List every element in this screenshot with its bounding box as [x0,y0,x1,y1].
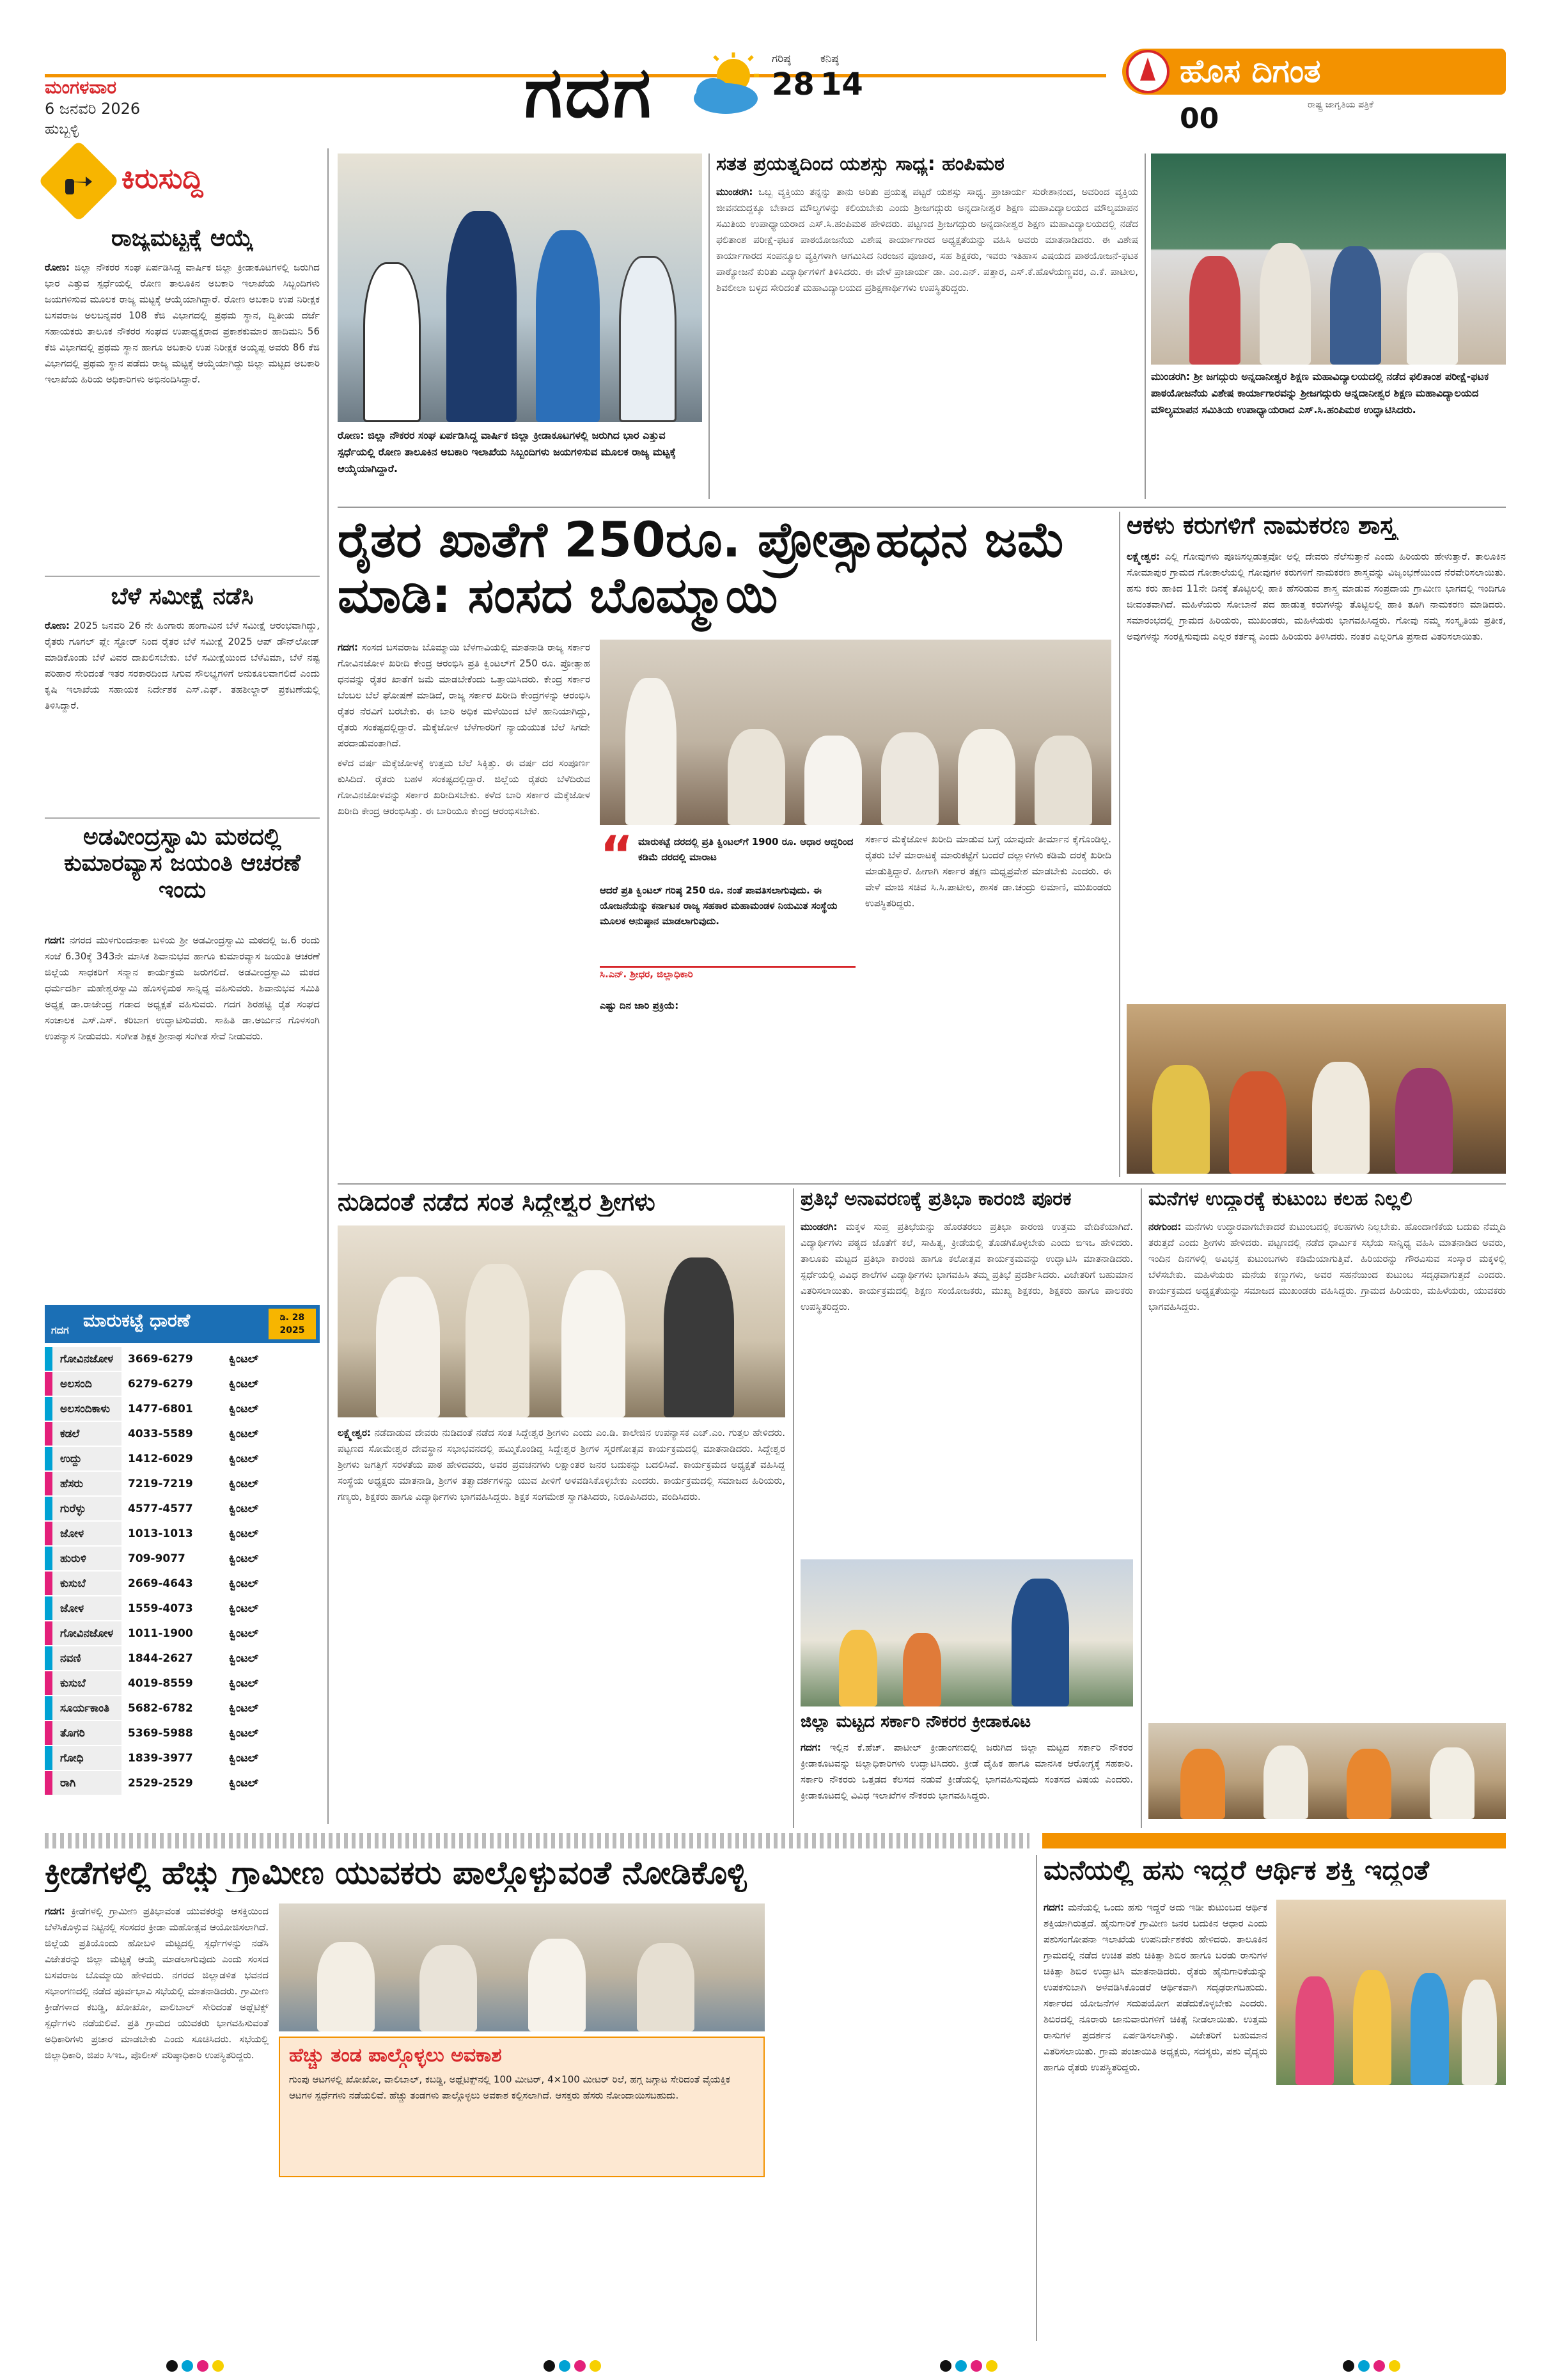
column-divider [1141,1188,1142,1828]
sports-meet-body [801,1740,1133,1820]
market-row [45,1497,320,1522]
column-divider [1145,154,1146,499]
market-row [45,1721,320,1746]
market-place: ಗದಗ [51,1324,69,1336]
market-rows [45,1347,320,1796]
market-row [45,1646,320,1671]
market-row [45,1547,320,1572]
market-price-range: 4019-8559 [128,1676,193,1690]
kiru-divider [45,817,320,819]
lead-subhead: ಎಷ್ಟು ದಿನ ಜಾರಿ ಪ್ರಕ್ರಿಯೆ: [600,1000,679,1011]
weather-max-label: ಗರಿಷ್ಠ [772,52,791,65]
market-commodity: ತೊಗರಿ [45,1721,121,1745]
market-commodity: ಕಡಲೆ [45,1422,121,1446]
column-divider [793,1188,794,1828]
kiru-item-body [45,260,320,567]
kiru-item-headline: ಅಡವೀಂದ್ರಸ್ವಾಮಿ ಮಠದಲ್ಲಿ ಕುಮಾರವ್ಯಾಸ ಜಯಂತಿ ಆಚರಣೆ ಇಂದು [64,824,301,903]
market-price-range: 6279-6279 [128,1377,193,1391]
felicitation-photo [338,1225,785,1417]
market-commodity: ಜೋಳ [45,1596,121,1620]
religious-meet-photo [1148,1723,1506,1819]
rural-sports-text: ಕ್ರೀಡೆಗಳಲ್ಲಿ ಗ್ರಾಮೀಣ ಪ್ರತಿಭಾವಂತ ಯುವಕರನ್ನು ಆಸಕ್ತಿಯಿಂದ ಬೆಳೆಸಿಕೊಳ್ಳುವ ನಿಟ್ಟಿನಲ್ಲಿ ಸಂಸದರ ಕ್ರೀಡಾ ಮಹೋತ್ಸವ ಆಯೋಜಿಸಲಾಗಿದೆ. ಜಿಲ್ಲೆಯ ಪ್ರತಿಯೊಂದು ಹೋಬಳಿ ಮಟ್ಟದಲ್ಲಿ ಸ್ಪರ್ಧೆಗಳನ್ನು ನಡೆಸಿ ವಿಜೇತರನ್ನು ಜಿಲ್ಲಾ ಮಟ್ಟಕ್ಕೆ ಆಯ್ಕೆ ಮಾಡಲಾಗುವುದು ಎಂದು ಸಂಸದ ಬಸವರಾಜ ಬೊಮ್ಮಾಯಿ ಹೇಳಿದರು. ನಗರದ ಜಿಲ್ಲಾಡಳಿತ ಭವನದ ಸಭಾಂಗಣದಲ್ಲಿ ನಡೆದ ಪೂರ್ವಭಾವಿ ಸಭೆಯಲ್ಲಿ ಮಾತನಾಡಿದರು. ಗ್ರಾಮೀಣ ಕ್ರೀಡೆಗಳಾದ ಕಬಡ್ಡಿ, ಖೋಖೋ, ವಾಲಿಬಾಲ್ ಸೇರಿದಂತೆ ಅಥ್ಲೆಟಿಕ್ಸ್ ಸ್ಪರ್ಧೆಗಳು ನಡೆಯಲಿವೆ. ಪ್ರತಿ ಗ್ರಾಮದ ಯುವಕರು ಭಾಗವಹಿಸುವಂತೆ ಅಧಿಕಾರಿಗಳು ಪ್ರಚಾರ ಮಾಡಬೇಕು ಎಂದು ಸೂಚಿಸಿದರು. ಸಭೆಯಲ್ಲಿ ಜಿಲ್ಲಾಧಿಕಾರಿ, ಜಿಪಂ ಸಿಇಒ, ಪೊಲೀಸ್ ವರಿಷ್ಠಾಧಿಕಾರಿ ಉಪಸ್ಥಿತರಿದ್ದರು. [45,1905,269,2061]
market-commodity: ನವಣಿ [45,1646,121,1670]
market-unit: ಕ್ವಿಂಟಲ್ [229,1676,259,1690]
cow-body-col2 [1276,2093,1506,2338]
market-commodity: ಗೋವಿನಜೋಳ [45,1347,121,1371]
talent-dateline: ಮುಂಡರಗಿ: [801,1221,838,1233]
talent-body [801,1219,1133,1552]
market-unit: ಕ್ವಿಂಟಲ್ [229,1502,259,1515]
market-unit: ಕ್ವಿಂಟಲ್ [229,1427,259,1440]
siddeshwar-story [338,1188,785,1828]
lead-headline: ರೈತರ ಖಾತೆಗೆ 250ರೂ. ಪ್ರೋತ್ಸಾಹಧನ ಜಮೆ ಮಾಡಿ: ಸಂಸದ ಬೊಮ್ಮಾಯಿ [338,512,1066,624]
naming-text: ಎಲ್ಲಿ ಗೋವುಗಳು ಪೂಜಿಸಲ್ಪಡುತ್ತವೋ ಅಲ್ಲಿ ದೇವರು ನೆಲೆಸುತ್ತಾನೆ ಎಂದು ಹಿರಿಯರು ಹೇಳುತ್ತಾರೆ. ತಾಲೂಕಿನ ಸೋಮಾಪುರ ಗ್ರಾಮದ ಗೋಶಾಲೆಯಲ್ಲಿ ಗೋವುಗಳ ಕರುಗಳಿಗೆ ನಾಮಕರಣ ಶಾಸ್ತ್ರವನ್ನು ವಿಜೃಂಭಣೆಯಿಂದ ನೆರವೇರಿಸಲಾಯಿತು. ಹಸು ಕರು ಹಾಕಿದ 11ನೇ ದಿನಕ್ಕೆ ತೊಟ್ಟಿಲಲ್ಲಿ ಹಾಕಿ ಹೆಸರಿಡುವ ಶಾಸ್ತ್ರ ಮಾಡುವ ಸಂಪ್ರದಾಯ ಗ್ರಾಮೀಣ ಭಾಗದಲ್ಲಿ ಇಂದಿಗೂ ಜೀವಂತವಾಗಿದೆ. ಮಹಿಳೆಯರು ಸೋಬಾನೆ ಪದ ಹಾಡುತ್ತ ಕರುಗಳನ್ನು ತೊಟ್ಟಿಲಲ್ಲಿ ಹಾಕಿ ತೂಗಿ ನಾಮಕರಣ ಮಾಡಿದರು. ಸಮಾರಂಭದಲ್ಲಿ ಗ್ರಾಮದ ಹಿರಿಯರು, ಮುಖಂಡರು, ಮಹಿಳೆಯರು ಭಾಗವಹಿಸಿದ್ದರು. ಗೋವು ನಮ್ಮ ಸಂಸ್ಕೃತಿಯ ಪ್ರತೀಕ, ಅವುಗಳನ್ನು ಸಂರಕ್ಷಿಸುವುದು ಎಲ್ಲರ ಕರ್ತವ್ಯ ಎಂದು ಹಿರಿಯರು ತಿಳಿಸಿದರು. ನಂತರ ಎಲ್ಲರಿಗೂ ಪ್ರಸಾದ ವಿತರಿಸಲಾಯಿತು. [1127,551,1506,642]
market-row [45,1671,320,1696]
brand-block [1122,49,1506,135]
hampimath-headline: ಸತತ ಪ್ರಯತ್ನದಿಂದ ಯಶಸ್ಸು ಸಾಧ್ಯ: ಹಂಪಿಮಠ [716,154,1005,175]
market-price-range: 7219-7219 [128,1477,193,1490]
lead-text-3: ಸರ್ಕಾರ ಮೆಕ್ಕೆಜೋಳ ಖರೀದಿ ಮಾಡುವ ಬಗ್ಗೆ ಯಾವುದೇ ತೀರ್ಮಾನ ಕೈಗೊಂಡಿಲ್ಲ. ರೈತರು ಬೆಳೆ ಮಾರಾಟಕ್ಕೆ ಮಾರುಕಟ್ಟೆಗೆ ಬಂದರೆ ದಲ್ಲಾಳಿಗಳು ಕಡಿಮೆ ದರಕ್ಕೆ ಖರೀದಿ ಮಾಡುತ್ತಿದ್ದಾರೆ. ಹೀಗಾಗಿ ಸರ್ಕಾರ ತಕ್ಷಣ ಮಧ್ಯಪ್ರವೇಶ ಮಾಡಬೇಕು ಎಂದರು. ಈ ವೇಳೆ ಮಾಜಿ ಸಚಿವ ಸಿ.ಸಿ.ಪಾಟೀಲ, ಶಾಸಕ ಡಾ.ಚಂದ್ರು ಲಮಾಣಿ, ಮುಖಂಡರು ಉಪಸ್ಥಿತರಿದ್ದರು. [865,833,1111,909]
sports-meet-dateline: ಗದಗ: [801,1742,821,1753]
annadaneeshwara-photo-story [1151,154,1506,499]
naming-dateline: ಲಕ್ಷ್ಮೇಶ್ವರ: [1127,551,1160,562]
market-price-range: 1839-3977 [128,1751,193,1765]
market-commodity: ಗೋಧಿ [45,1746,121,1770]
column-divider [708,154,710,499]
market-price-range: 1477-6801 [128,1402,193,1415]
market-price-range: 1412-6029 [128,1452,193,1465]
naming-body [1127,549,1506,997]
lead-text-2: ಕಳೆದ ವರ್ಷ ಮೆಕ್ಕೆಜೋಳಕ್ಕೆ ಉತ್ತಮ ಬೆಲೆ ಸಿಕ್ಕಿತ್ತು. ಈ ವರ್ಷ ದರ ಸಂಪೂರ್ಣ ಕುಸಿದಿದೆ. ರೈತರು ಬಹಳ ಸಂಕಷ್ಟದಲ್ಲಿದ್ದಾರೆ. ಜಿಲ್ಲೆಯ ರೈತರು ಬೆಳೆದಿರುವ ಗೋವಿನಜೋಳವನ್ನು ಸರ್ಕಾರ ಖರೀದಿಸಬೇಕು. ಕಳೆದ ಬಾರಿ ಸರ್ಕಾರ ಮೆಕ್ಕೆಜೋಳ ಖರೀದಿ ಕೇಂದ್ರ ಆರಂಭಿಸಿತ್ತು. ಈ ಬಾರಿಯೂ ಕೇಂದ್ರ ಆರಂಭಿಸಬೇಕು. [338,757,590,817]
market-row [45,1422,320,1447]
column-divider [1119,512,1120,1177]
hampimath-body [716,184,1138,496]
siddeshwar-dateline: ಲಕ್ಷ್ಮೇಶ್ವರ: [338,1427,371,1438]
calf-naming-photo [1127,1004,1506,1174]
market-row [45,1522,320,1547]
market-row [45,1696,320,1721]
brand-logo-icon [1125,49,1171,95]
market-row [45,1621,320,1646]
market-unit: ಕ್ವಿಂಟಲ್ [229,1627,259,1640]
family-dateline: ನರಗುಂದ: [1148,1221,1182,1233]
market-row [45,1596,320,1621]
lead-body-col2 [600,998,856,1170]
market-unit: ಕ್ವಿಂಟಲ್ [229,1552,259,1565]
kiru-item-dateline: ಗದಗ: [45,934,65,946]
market-unit: ಕ್ವಿಂಟಲ್ [229,1527,259,1540]
quote-mark-icon: “ [600,825,634,885]
quote-line-1: ಮಾರುಕಟ್ಟೆ ದರದಲ್ಲಿ ಪ್ರತಿ ಕ್ವಿಂಟಲ್‌ಗೆ 1900 ರೂ. ಆಧಾರ ಆದ್ದರಿಂದ ಕಡಿಮೆ ದರದಲ್ಲಿ ಮಾರಾಟ [638,836,854,863]
market-commodity: ಹೆಸರು [45,1472,121,1495]
bommai-press-photo [600,640,1111,825]
cow-body [1044,1900,1267,2338]
brand-name: ಹೊಸ ದಿಗಂತ [1180,52,1321,90]
market-commodity: ಗುರೆಳ್ಳು [45,1497,121,1520]
market-price-range: 1559-4073 [128,1602,193,1615]
market-unit: ಕ್ವಿಂಟಲ್ [229,1776,259,1790]
registration-marks [166,2360,224,2372]
kiru-divider [45,576,320,577]
weather-min-label: ಕನಿಷ್ಠ [820,52,839,65]
market-price-range: 1844-2627 [128,1651,193,1665]
hampimath-story [716,154,1138,499]
market-unit: ಕ್ವಿಂಟಲ್ [229,1377,259,1391]
weather-min: 14 [820,67,863,102]
kiru-header [45,148,320,219]
market-unit: ಕ್ವಿಂಟಲ್ [229,1452,259,1465]
kiru-item-1 [45,225,320,571]
market-price-range: 2669-4643 [128,1577,193,1590]
lead-dateline: ಗದಗ: [338,642,358,653]
lead-text-1: ಸಂಸದ ಬಸವರಾಜ ಬೊಮ್ಮಾಯಿ ಬೆಳಗಾವಿಯಲ್ಲಿ ಮಾತನಾಡಿ ರಾಜ್ಯ ಸರ್ಕಾರ ಗೋವಿನಜೋಳ ಖರೀದಿ ಕೇಂದ್ರ ಆರಂಭಿಸಿ ಪ್ರತಿ ಕ್ವಿಂಟಲ್‌ಗೆ 250 ರೂ. ಪ್ರೋತ್ಸಾಹ ಧನವನ್ನು ರೈತರ ಖಾತೆಗೆ ಜಮೆ ಮಾಡಬೇಕೆಂದು ಒತ್ತಾಯಿಸಿದರು. ಕೇಂದ್ರ ಸರ್ಕಾರ ಬೆಂಬಲ ಬೆಲೆ ಘೋಷಣೆ ಮಾಡಿದೆ, ರಾಜ್ಯ ಸರ್ಕಾರ ಖರೀದಿ ಕೇಂದ್ರಗಳನ್ನು ಆರಂಭಿಸಿ ರೈತರ ನೆರವಿಗೆ ಬರಬೇಕು. ಈ ಬಾರಿ ಅಧಿಕ ಮಳೆಯಿಂದ ಬೆಳೆ ಹಾನಿಯಾಗಿದ್ದು, ರೈತರು ಸಂಕಷ್ಟದಲ್ಲಿದ್ದಾರೆ. ಮೆಕ್ಕೆಜೋಳ ಬೆಳೆಗಾರರಿಗೆ ನ್ಯಾಯಯುತ ಬೆಲೆ ಸಿಗದೇ ಪರದಾಡುವಂತಾಗಿದೆ. [338,642,590,749]
naming-story [1127,512,1506,1177]
rural-sports-story [45,1855,1029,2341]
pratibha-karanji-photo [801,1559,1133,1706]
market-price-range: 2529-2529 [128,1776,193,1790]
kiru-item-2 [45,583,320,814]
market-row [45,1347,320,1372]
market-unit: ಕ್ವಿಂಟಲ್ [229,1602,259,1615]
sports-photo-caption: ರೋಣ: ಜಿಲ್ಲಾ ನೌಕರರ ಸಂಘ ಏರ್ಪಡಿಸಿದ್ದ ವಾರ್ಷಿಕ ಜಿಲ್ಲಾ ಕ್ರೀಡಾಕೂಟಗಳಲ್ಲಿ ಜರುಗಿದ ಭಾರ ಎತ್ತುವ ಸ್ಪರ್ಧೆಯಲ್ಲಿ ರೋಣ ತಾಲೂಕಿನ ಅಬಕಾರಿ ಇಲಾಖೆಯ ಸಿಬ್ಬಂದಿಗಳು ಜಯಗಳಿಸುವ ಮೂಲಕ ರಾಜ್ಯ ಮಟ್ಟಕ್ಕೆ ಆಯ್ಕೆಯಾಗಿದ್ದಾರೆ. [338,429,677,475]
market-row [45,1572,320,1596]
weightlifters-photo [338,154,702,422]
kiru-item-body [45,933,320,1281]
market-unit: ಕ್ವಿಂಟಲ್ [229,1577,259,1590]
rural-sports-body-col1 [45,1903,269,2338]
registration-marks [940,2360,997,2372]
market-price-range: 4577-4577 [128,1502,193,1515]
registration-marks [1343,2360,1400,2372]
pointing-hand-icon [60,162,98,201]
market-header [45,1305,320,1343]
market-unit: ಕ್ವಿಂಟಲ್ [229,1352,259,1366]
lead-body-col1 [338,640,590,1170]
market-price-range: 3669-6279 [128,1352,193,1366]
market-title: ಮಾರುಕಟ್ಟೆ ಧಾರಣೆ [83,1310,191,1331]
hampimath-text: ಒಬ್ಬ ವ್ಯಕ್ತಿಯು ತನ್ನನ್ನು ತಾನು ಅರಿತು ಪ್ರಯತ್ನ ಪಟ್ಟರೆ ಯಶಸ್ಸು ಸಾಧ್ಯ. ಪ್ರಾಚಾರ್ಯ ಸುರೇಶಾನಂದ, ಅವರಿಂದ ವ್ಯಕ್ತಿಯ ಜೀವನದುದ್ದಕ್ಕೂ ಬೇಕಾದ ಮೌಲ್ಯಗಳನ್ನು ಕಲಿಯಬೇಕು ಎಂದು ಶ್ರೀಜಗದ್ಗುರು ಅನ್ನದಾನೀಶ್ವರ ಶಿಕ್ಷಣ ಮಹಾವಿದ್ಯಾಲಯದ ಮೌಲ್ಯಮಾಪನ ಸಮಿತಿಯ ಉಪಾಧ್ಯಾಯರಾದ ಎಸ್.ಸಿ.ಹಂಪಿಮಠ ಹೇಳಿದರು. ಪಟ್ಟಣದ ಶ್ರೀಜಗದ್ಗುರು ಅನ್ನದಾನೀಶ್ವರ ಶಿಕ್ಷಣ ಮಹಾವಿದ್ಯಾಲಯದಲ್ಲಿ ನಡೆದ ಫಲಿತಾಂಶ ಪರೀಕ್ಷೆ-ಫಟಕ ಪಾಠಯೋಜನೆಯ ವಿಶೇಷ ಕಾರ್ಯಾಗಾರದ ಅಧ್ಯಕ್ಷತೆಯನ್ನು ವಹಿಸಿ ಅವರು ಮಾತನಾಡಿದರು. ಈ ವಿಶೇಷ ಕಾರ್ಯಾಗಾರದ ಸಂಪನ್ಮೂಲ ವ್ಯಕ್ತಿಗಳಾಗಿ ಆಗಮಿಸಿದ ನಿರಂಜನ ಪೂಜಾರ, ಸಹ ಶಿಕ್ಷಕರು, ಇವರು ಇತಿಹಾಸ ವಿಷಯದ ಪಾಠಯೋಜನೆ-ಫಟಕ ಪಾಠ್ಯೋಜನೆ ಕುರಿತು ವಿದ್ಯಾರ್ಥಿಗಳಿಗೆ ತಿಳಿಸಿದರು. ಈ ವೇಳೆ ಪ್ರಾಚಾರ್ಯ ಡಾ. ಎಂ.ಎನ್. ಪತ್ತಾರ, ಎಸ್.ಕೆ.ಹೊಳೆಯಣ್ಣವರ, ಎ.ಕೆ. ಪಾಟೀಲ, ಶಿವಲೀಲಾ ಬಳ್ಳದ ಸೇರಿದಂತೆ ಮಹಾವಿದ್ಯಾಲಯದ ಪ್ರಶಿಕ್ಷಣಾರ್ಥಿಗಳು ಉಪಸ್ಥಿತರಿದ್ದರು. [716,186,1138,294]
page-number: 00 [1180,102,1219,135]
market-box [45,1305,320,1817]
row-divider [338,507,1506,508]
market-commodity: ಜೋಳ [45,1522,121,1545]
market-row [45,1472,320,1497]
market-unit: ಕ್ವಿಂಟಲ್ [229,1726,259,1740]
talent-story [801,1188,1133,1822]
rural-sports-box-title: ಹೆಚ್ಚು ತಂಡ ಪಾಲ್ಗೊಳ್ಳಲು ಅವಕಾಶ [289,2044,502,2067]
weather-widget [687,50,863,127]
market-commodity: ಕುಸುಬೆ [45,1572,121,1595]
market-price-range: 5682-6782 [128,1701,193,1715]
market-commodity: ಹುರುಳಿ [45,1547,121,1570]
kiru-item-3 [45,824,320,1284]
market-price-range: 709-9077 [128,1552,185,1565]
rural-sports-headline: ಕ್ರೀಡೆಗಳಲ್ಲಿ ಹೆಚ್ಚು ಗ್ರಾಮೀಣ ಯುವಕರು ಪಾಲ್ಗೊಳ್ಳುವಂತೆ ನೋಡಿಕೊಳ್ಳಿ [45,1855,747,1891]
market-price-range: 5369-5988 [128,1726,193,1740]
hampimath-dateline: ಮುಂಡರಗಿ: [716,186,753,198]
sports-photo-story [338,154,702,499]
sports-meet-text: ಇಲ್ಲಿನ ಕೆ.ಹೆಚ್. ಪಾಟೀಲ್ ಕ್ರೀಡಾಂಗಣದಲ್ಲಿ ಜರುಗಿದ ಜಿಲ್ಲಾ ಮಟ್ಟದ ಸರ್ಕಾರಿ ನೌಕರರ ಕ್ರೀಡಾಕೂಟವನ್ನು ಜಿಲ್ಲಾಧಿಕಾರಿಗಳು ಉದ್ಘಾಟಿಸಿದರು. ಕ್ರೀಡೆ ದೈಹಿಕ ಹಾಗೂ ಮಾನಸಿಕ ಆರೋಗ್ಯಕ್ಕೆ ಸಹಕಾರಿ. ಸರ್ಕಾರಿ ನೌಕರರು ಒತ್ತಡದ ಕೆಲಸದ ನಡುವೆ ಕ್ರೀಡೆಯಲ್ಲಿ ಭಾಗವಹಿಸುವುದು ಸಂತಸದ ವಿಷಯ ಎಂದರು. ಕ್ರೀಡಾಕೂಟದಲ್ಲಿ ವಿವಿಧ ಇಲಾಖೆಗಳ ನೌಕರರು ಭಾಗವಹಿಸಿದ್ದರು. [801,1742,1133,1801]
kiru-item-headline: ರಾಜ್ಯಮಟ್ಟಕ್ಕೆ ಆಯ್ಕೆ [111,225,254,251]
kiru-item-dateline: ರೋಣ: [45,262,70,273]
quote-line-2: ಆದರೆ ಪ್ರತಿ ಕ್ವಿಂಟಲ್ ಗರಿಷ್ಠ 250 ರೂ. ನಂತೆ ಪಾವತಿಸಲಾಗುವುದು. ಈ ಯೋಜನೆಯನ್ನು ಕರ್ನಾಟಕ ರಾಜ್ಯ ಸಹಕಾರ ಮಹಾಮಂಡಳ ನಿಯಮಿತ ಸಂಸ್ಥೆಯ ಮೂಲಕ ಅನುಷ್ಠಾನ ಮಾಡಲಾಗುವುದು. [600,885,838,927]
market-row [45,1447,320,1472]
weather-max: 28 [772,67,815,102]
market-date-badge: ಡಿ. 28 2025 [269,1309,316,1339]
column-divider [1036,1855,1037,2341]
masthead-date: 6 ಜನವರಿ 2026 [45,100,141,118]
kiru-item-text: ನಗರದ ಮುಳಗುಂದನಾಕಾ ಬಳಿಯ ಶ್ರೀ ಅಡವೀಂದ್ರಸ್ವಾಮಿ ಮಠದಲ್ಲಿ ಜ.6 ರಂದು ಸಂಜೆ 6.30ಕ್ಕೆ 343ನೇ ಮಾಸಿಕ ಶಿವಾನುಭವ ಹಾಗೂ ಕುಮಾರವ್ಯಾಸ ಜಯಂತಿ ಆಚರಣೆ ಜಿಲ್ಲೆಯ ಸಾಧಕರಿಗೆ ಸನ್ಮಾನ ಕಾರ್ಯಕ್ರಮ ಜರುಗಲಿದೆ. ಅಡವೀಂದ್ರಸ್ವಾಮಿ ಮಠದ ಧರ್ಮದರ್ಶಿ ಮಹೇಶ್ವರಸ್ವಾಮಿ ಹೊಸಳ್ಳಿಮಠ ಸಾನ್ನಿಧ್ಯ ವಹಿಸುವರು. ಶಿವಾನುಭವ ಸಮಿತಿ ಅಧ್ಯಕ್ಷ ಡಾ.ರಾಜೇಂದ್ರ ಗಡಾದ ಅಧ್ಯಕ್ಷತೆ ವಹಿಸುವರು. ಗದಗ ಶಿರಹಟ್ಟಿ ರೈತ ಸಂಘದ ಸಂಚಾಲಕ ಎಸ್.ಎಸ್. ಕರಿಬಾಗ ಉದ್ಘಾಟಿಸುವರು. ಸಾಹಿತಿ ಡಾ.ಅರ್ಜುನ ಗೊಳಸಂಗಿ ಉಪನ್ಯಾಸ ನೀಡುವರು. ಸಂಗೀತ ಶಿಕ್ಷಕ ಶ್ರೀನಾಥ ಸಂಗೀತ ಸೇವೆ ನೀಡುವರು. [45,934,320,1042]
market-commodity: ರಾಗಿ [45,1771,121,1795]
row-divider [338,1183,1506,1185]
brand-tagline: ರಾಷ್ಟ್ರ ಜಾಗೃತಿಯ ಪತ್ರಿಕೆ [1308,100,1373,110]
cow-text: ಮನೆಯಲ್ಲಿ ಒಂದು ಹಸು ಇದ್ದರೆ ಅದು ಇಡೀ ಕುಟುಂಬದ ಆರ್ಥಿಕ ಶಕ್ತಿಯಾಗಿರುತ್ತದೆ. ಹೈನುಗಾರಿಕೆ ಗ್ರಾಮೀಣ ಜನರ ಬದುಕಿನ ಆಧಾರ ಎಂದು ಪಶುಸಂಗೋಪನಾ ಇಲಾಖೆಯ ಉಪನಿರ್ದೇಶಕರು ಹೇಳಿದರು. ತಾಲೂಕಿನ ಗ್ರಾಮದಲ್ಲಿ ನಡೆದ ಉಚಿತ ಪಶು ಚಿಕಿತ್ಸಾ ಶಿಬಿರ ಹಾಗೂ ಬರಡು ರಾಸುಗಳ ಚಿಕಿತ್ಸಾ ಶಿಬಿರ ಉದ್ಘಾಟಿಸಿ ಮಾತನಾಡಿದರು. ರೈತರು ಹೈನುಗಾರಿಕೆಯನ್ನು ಉಪಕಸುಬಾಗಿ ಅಳವಡಿಸಿಕೊಂಡರೆ ಆರ್ಥಿಕವಾಗಿ ಸದೃಢರಾಗಬಹುದು. ಸರ್ಕಾರದ ಯೋಜನೆಗಳ ಸದುಪಯೋಗ ಪಡೆದುಕೊಳ್ಳಬೇಕು ಎಂದರು. ಶಿಬಿರದಲ್ಲಿ ನೂರಾರು ಜಾನುವಾರುಗಳಿಗೆ ಚಿಕಿತ್ಸೆ ನೀಡಲಾಯಿತು. ಉತ್ತಮ ರಾಸುಗಳ ಪ್ರದರ್ಶನ ಏರ್ಪಡಿಸಲಾಗಿತ್ತು. ವಿಜೇತರಿಗೆ ಬಹುಮಾನ ವಿತರಿಸಲಾಯಿತು. ಗ್ರಾಮ ಪಂಚಾಯಿತಿ ಅಧ್ಯಕ್ಷರು, ಸದಸ್ಯರು, ಪಶು ವೈದ್ಯರು ಹಾಗೂ ರೈತರು ಉಪಸ್ಥಿತರಿದ್ದರು. [1044,1902,1267,2073]
market-row [45,1746,320,1771]
family-story [1148,1188,1506,1822]
market-price-range: 1013-1013 [128,1527,193,1540]
rural-sports-body-col3 [775,1903,1029,2338]
siddeshwar-body [338,1425,785,1825]
bottom-banner-left [45,1833,1029,1848]
family-text: ಮನೆಗಳು ಉದ್ಧಾರವಾಗಬೇಕಾದರೆ ಕುಟುಂಬದಲ್ಲಿ ಕಲಹಗಳು ನಿಲ್ಲಬೇಕು. ಹೊಂದಾಣಿಕೆಯ ಬದುಕು ನೆಮ್ಮದಿ ತರುತ್ತದೆ ಎಂದು ಶ್ರೀಗಳು ಹೇಳಿದರು. ಪಟ್ಟಣದಲ್ಲಿ ನಡೆದ ಧಾರ್ಮಿಕ ಸಭೆಯ ಸಾನ್ನಿಧ್ಯ ವಹಿಸಿ ಮಾತನಾಡಿದ ಅವರು, ಇಂದಿನ ದಿನಗಳಲ್ಲಿ ಅವಿಭಕ್ತ ಕುಟುಂಬಗಳು ಕಡಿಮೆಯಾಗುತ್ತಿವೆ. ಹಿರಿಯರನ್ನು ಗೌರವಿಸುವ ಸಂಸ್ಕಾರ ಮಕ್ಕಳಲ್ಲಿ ಬೆಳೆಸಬೇಕು. ಮಹಿಳೆಯರು ಮನೆಯ ಕಣ್ಣುಗಳು, ಅವರ ಸಹನೆಯಿಂದ ಕುಟುಂಬ ಸದೃಢವಾಗುತ್ತದೆ ಎಂದರು. ಕಾರ್ಯಕ್ರಮದ ಅಧ್ಯಕ್ಷತೆಯನ್ನು ಸಮಾಜದ ಮುಖಂಡರು ವಹಿಸಿದ್ದರು. ಗ್ರಾಮದ ಹಿರಿಯರು, ಮಹಿಳೆಯರು, ಯುವಕರು ಭಾಗವಹಿಸಿದ್ದರು. [1148,1221,1506,1312]
market-price-range: 1011-1900 [128,1627,193,1640]
market-unit: ಕ್ವಿಂಟಲ್ [229,1751,259,1765]
market-row [45,1372,320,1397]
talent-headline: ಪ್ರತಿಭೆ ಅನಾವರಣಕ್ಕೆ ಪ್ರತಿಭಾ ಕಾರಂಜಿ ಪೂರಕ [801,1188,1072,1210]
market-unit: ಕ್ವಿಂಟಲ್ [229,1701,259,1715]
lead-quote-box [600,825,856,991]
sports-meet-headline: ಜಿಲ್ಲಾ ಮಟ್ಟದ ಸರ್ಕಾರಿ ನೌಕರರ ಕ್ರೀಡಾಕೂಟ [801,1713,1031,1731]
masthead [0,0,1541,141]
market-commodity: ಕುಸುಬೆ [45,1671,121,1695]
kiru-item-text: 2025 ಜನವರಿ 26 ನೇ ಹಿಂಗಾರು ಹಂಗಾಮಿನ ಬೆಳೆ ಸಮೀಕ್ಷೆ ಆರಂಭವಾಗಿದ್ದು, ರೈತರು ಗೂಗಲ್ ಪ್ಲೇ ಸ್ಟೋರ್ ನಿಂದ ರೈತರ ಬೆಳೆ ಸಮೀಕ್ಷೆ 2025 ಆಪ್ ಡೌನ್‌ಲೋಡ್ ಮಾಡಿಕೊಂಡು ಬೆಳೆ ವಿವರ ದಾಖಲಿಸಬೇಕು. ಬೆಳೆ ಸಮೀಕ್ಷೆಯಿಂದ ಬೆಳೆವಿಮಾ, ಬೆಳೆ ನಷ್ಟ ಪರಿಹಾರ ಸೇರಿದಂತೆ ಇತರ ಸರಕಾರದಿಂದ ಸಿಗುವ ಸೌಲಭ್ಯಗಳಿಗೆ ಅನುಕೂಲವಾಗಲಿದೆ ಎಂದು ಕೃಷಿ ಇಲಾಖೆಯ ಸಹಾಯಕ ನಿರ್ದೇಶಕ ಎಸ್.ಎಫ್. ತಹಶೀಲ್ದಾರ್ ಪ್ರಕಟಣೆಯಲ್ಲಿ ತಿಳಿಸಿದ್ದಾರೆ. [45,620,320,711]
siddeshwar-headline: ನುಡಿದಂತೆ ನಡೆದ ಸಂತ ಸಿದ್ದೇಶ್ವರ ಶ್ರೀಗಳು [338,1188,655,1216]
family-body [1148,1219,1506,1718]
masthead-day: ಮಂಗಳವಾರ [45,77,117,98]
kiru-title: ಕಿರುಸುದ್ದಿ [121,162,203,195]
market-commodity: ಅಲಸಂದಿಕಾಳು [45,1397,121,1421]
siddeshwar-text: ನಡೆದಾಡುವ ದೇವರು ನುಡಿದಂತೆ ನಡೆದ ಸಂತ ಸಿದ್ದೇಶ್ವರ ಶ್ರೀಗಳು ಎಂದು ಎಂ.ಡಿ. ಕಾಲೇಜಿನ ಉಪನ್ಯಾಸಕ ಎಚ್.ಎಂ. ಗುತ್ತಲ ಹೇಳಿದರು. ಪಟ್ಟಣದ ಸೋಮೇಶ್ವರ ದೇವಸ್ಥಾನ ಸಭಾಭವನದಲ್ಲಿ ಹಮ್ಮಿಕೊಂಡಿದ್ದ ಸಿದ್ದೇಶ್ವರ ಶ್ರೀಗಳ ಸ್ಮರಣೋತ್ಸವ ಕಾರ್ಯಕ್ರಮದಲ್ಲಿ ಮಾತನಾಡಿದರು. ಸಿದ್ದೇಶ್ವರ ಶ್ರೀಗಳು ಜಗತ್ತಿಗೆ ಸರಳತೆಯ ಪಾಠ ಹೇಳಿದವರು, ಅವರ ಪ್ರವಚನಗಳು ಲಕ್ಷಾಂತರ ಜನರ ಬದುಕನ್ನು ಬದಲಿಸಿವೆ. ಕಾರ್ಯಕ್ರಮದ ಅಧ್ಯಕ್ಷತೆ ವಹಿಸಿದ್ದ ಸಂಸ್ಥೆಯ ಅಧ್ಯಕ್ಷರು ಮಾತನಾಡಿ, ಶ್ರೀಗಳ ತತ್ವಾದರ್ಶಗಳನ್ನು ಯುವ ಪೀಳಿಗೆ ಅಳವಡಿಸಿಕೊಳ್ಳಬೇಕು ಎಂದರು. ಕಾರ್ಯಕ್ರಮದಲ್ಲಿ ಸಮಾಜದ ಹಿರಿಯರು, ಗಣ್ಯರು, ಶಿಕ್ಷಕರು ಹಾಗೂ ವಿದ್ಯಾರ್ಥಿಗಳು ಭಾಗವಹಿಸಿದ್ದರು. ಶಿಕ್ಷಕ ಸಂಗಮೇಶ ಸ್ವಾಗತಿಸಿದರು, ನಿರೂಪಿಸಿದರು, ವಂದಿಸಿದರು. [338,1427,785,1502]
market-commodity: ಅಲಸಂದಿ [45,1372,121,1396]
cow-dateline: ಗದಗ: [1044,1902,1064,1913]
market-unit: ಕ್ವಿಂಟಲ್ [229,1477,259,1490]
lead-body-col3 [865,831,1111,1170]
talent-text: ಮಕ್ಕಳ ಸುಪ್ತ ಪ್ರತಿಭೆಯನ್ನು ಹೊರತರಲು ಪ್ರತಿಭಾ ಕಾರಂಜಿ ಉತ್ತಮ ವೇದಿಕೆಯಾಗಿದೆ. ವಿದ್ಯಾರ್ಥಿಗಳು ಪಠ್ಯದ ಜೊತೆಗೆ ಕಲೆ, ಸಾಹಿತ್ಯ, ಕ್ರೀಡೆಯಲ್ಲಿ ತೊಡಗಿಕೊಳ್ಳಬೇಕು ಎಂದು ಬಿಇಒ ಹೇಳಿದರು. ತಾಲೂಕು ಮಟ್ಟದ ಪ್ರತಿಭಾ ಕಾರಂಜಿ ಹಾಗೂ ಕಲೋತ್ಸವ ಕಾರ್ಯಕ್ರಮವನ್ನು ಉದ್ಘಾಟಿಸಿ ಮಾತನಾಡಿದರು. ಸ್ಪರ್ಧೆಯಲ್ಲಿ ವಿವಿಧ ಶಾಲೆಗಳ ವಿದ್ಯಾರ್ಥಿಗಳು ಭಾಗವಹಿಸಿ ತಮ್ಮ ಪ್ರತಿಭೆ ಪ್ರದರ್ಶಿಸಿದರು. ವಿಜೇತರಿಗೆ ಬಹುಮಾನ ವಿತರಿಸಲಾಯಿತು. ಕಾರ್ಯಕ್ರಮದಲ್ಲಿ ಶಿಕ್ಷಣ ಸಂಯೋಜಕರು, ಮುಖ್ಯ ಶಿಕ್ಷಕರು, ಶಿಕ್ಷಕರು ಹಾಗೂ ಪಾಲಕರು ಉಪಸ್ಥಿತರಿದ್ದರು. [801,1221,1133,1312]
column-divider [327,148,329,1824]
seminar-photo [1151,154,1506,365]
naming-headline: ಆಕಳು ಕರುಗಳಿಗೆ ನಾಮಕರಣ ಶಾಸ್ತ್ರ [1127,512,1396,539]
masthead-edition: ಹುಬ್ಬಳ್ಳಿ [45,122,79,138]
family-headline: ಮನೆಗಳ ಉದ್ಧಾರಕ್ಕೆ ಕುಟುಂಬ ಕಲಹ ನಿಲ್ಲಲಿ [1148,1188,1412,1210]
cow-story [1044,1855,1506,2341]
market-row [45,1771,320,1796]
cow-headline: ಮನೆಯಲ್ಲಿ ಹಸು ಇದ್ದರೆ ಆರ್ಥಿಕ ಶಕ್ತಿ ಇದ್ದಂತೆ [1044,1855,1429,1886]
cow-camp-photo [1276,1900,1506,2085]
lead-story [338,512,1111,1177]
registration-marks [544,2360,601,2372]
rural-sports-dateline: ಗದಗ: [45,1905,65,1917]
market-commodity: ಉದ್ದು [45,1447,121,1470]
meeting-photo [279,1903,765,2031]
market-commodity: ಗೋವಿನಜೋಳ [45,1621,121,1645]
kiru-item-body [45,618,320,810]
seminar-photo-caption: ಮುಂಡರಗಿ: ಶ್ರೀ ಜಗದ್ಗುರು ಅನ್ನದಾನೀಶ್ವರ ಶಿಕ್ಷಣ ಮಹಾವಿದ್ಯಾಲಯದಲ್ಲಿ ನಡೆದ ಫಲಿತಾಂಶ ಪರೀಕ್ಷೆ-ಫಟಕ ಪಾಠಯೋಜನೆಯ ವಿಶೇಷ ಕಾರ್ಯಾಗಾರವನ್ನು ಶ್ರೀಜಗದ್ಗುರು ಅನ್ನದಾನೀಶ್ವರ ಶಿಕ್ಷಣ ಮಹಾವಿದ್ಯಾಲಯದ ಮೌಲ್ಯಮಾಪನ ಸಮಿತಿಯ ಉಪಾಧ್ಯಾಯರಾದ ಎಸ್.ಸಿ.ಹಂಪಿಮಠ ಉದ್ಘಾಟಿಸಿದರು. [1151,370,1489,416]
kiru-item-dateline: ರೋಣ: [45,620,70,631]
rural-sports-box-body: ಗುಂಪು ಆಟಗಳಲ್ಲಿ ಖೋಖೋ, ವಾಲಿಬಾಲ್, ಕಬಡ್ಡಿ, ಅಥ್ಲೆಟಿಕ್ಸ್‌ನಲ್ಲಿ 100 ಮೀಟರ್, 4×100 ಮೀಟರ್ ರಿಲೆ, ಹಗ್ಗ ಜಗ್ಗಾಟ ಸೇರಿದಂತೆ ವೈಯಕ್ತಿಕ ಆಟಗಳ ಸ್ಪರ್ಧೆಗಳು ನಡೆಯಲಿವೆ. ಹೆಚ್ಚು ತಂಡಗಳು ಪಾಲ್ಗೊಳ್ಳಲು ಅವಕಾಶ ಕಲ್ಪಿಸಲಾಗಿದೆ. ಆಸಕ್ತರು ಹೆಸರು ನೋಂದಾಯಿಸಬಹುದು. [289,2074,730,2101]
market-unit: ಕ್ವಿಂಟಲ್ [229,1402,259,1415]
market-price-range: 4033-5589 [128,1427,193,1440]
rural-sports-box [279,2037,765,2177]
market-unit: ಕ್ವಿಂಟಲ್ [229,1651,259,1665]
weather-cloud-sun-icon [687,50,770,120]
kiru-item-text: ಜಿಲ್ಲಾ ನೌಕರರ ಸಂಘ ಏರ್ಪಡಿಸಿದ್ದ ವಾರ್ಷಿಕ ಜಿಲ್ಲಾ ಕ್ರೀಡಾಕೂಟಗಳಲ್ಲಿ ಜರುಗಿದ ಭಾರ ಎತ್ತುವ ಸ್ಪರ್ಧೆಯಲ್ಲಿ ರೋಣ ತಾಲೂಕಿನ ಅಬಕಾರಿ ಇಲಾಖೆಯ ಸಿಬ್ಬಂದಿಗಳು ಜಯಗಳಿಸುವ ಮೂಲಕ ರಾಜ್ಯ ಮಟ್ಟಕ್ಕೆ ಆಯ್ಕೆಯಾಗಿದ್ದಾರೆ. ರೋಣ ಅಬಕಾರಿ ಉಪ ನಿರೀಕ್ಷಕ ಬಸವರಾಜ ಅಲಬನ್ನವರ 108 ಕೆಜಿ ವಿಭಾಗದಲ್ಲಿ ಪ್ರಥಮ ಸ್ಥಾನ, ದ್ವಿತೀಯ ದರ್ಜೆ ಸಹಾಯಕರು ತಾಲೂಕ ನೌಕರರ ಸಂಘದ ಉಪಾಧ್ಯಕ್ಷರಾದ ಪ್ರಕಾಶಕುಮಾರ ಹಾದಿಮನಿ 56 ಕೆಜಿ ವಿಭಾಗದಲ್ಲಿ ಪ್ರಥಮ ಸ್ಥಾನ ಹಾಗೂ ಅಬಕಾರಿ ಉಪ ನಿರೀಕ್ಷಕ ಅಯ್ಯಪ್ಪ ಅವರು 86 ಕೆಜಿ ವಿಭಾಗದಲ್ಲಿ ಪ್ರಥಮ ಸ್ಥಾನ ಪಡೆದು ರಾಜ್ಯ ಮಟ್ಟಕ್ಕೆ ಆಯ್ಕೆಯಾಗಿದ್ದು ಜಿಲ್ಲಾ ಮಟ್ಟದ ಅಬಕಾರಿ ಇಲಾಖೆಯ ಹಿರಿಯ ಅಧಿಕಾರಿಗಳು ಅಭಿನಂದಿಸಿದ್ದಾರೆ. [45,262,320,385]
bottom-banner-right [1042,1833,1506,1848]
kiru-item-headline: ಬೆಳೆ ಸಮೀಕ್ಷೆ ನಡೆಸಿ [111,583,254,610]
market-commodity: ಸೂರ್ಯಕಾಂತಿ [45,1696,121,1720]
section-title: ಗದಗ [524,51,654,133]
quote-author-bar [600,966,856,986]
market-row [45,1397,320,1422]
quote-author: ಸಿ.ಎನ್. ಶ್ರೀಧರ, ಜಿಲ್ಲಾಧಿಕಾರಿ [600,968,693,980]
kiru-column [45,148,320,1287]
